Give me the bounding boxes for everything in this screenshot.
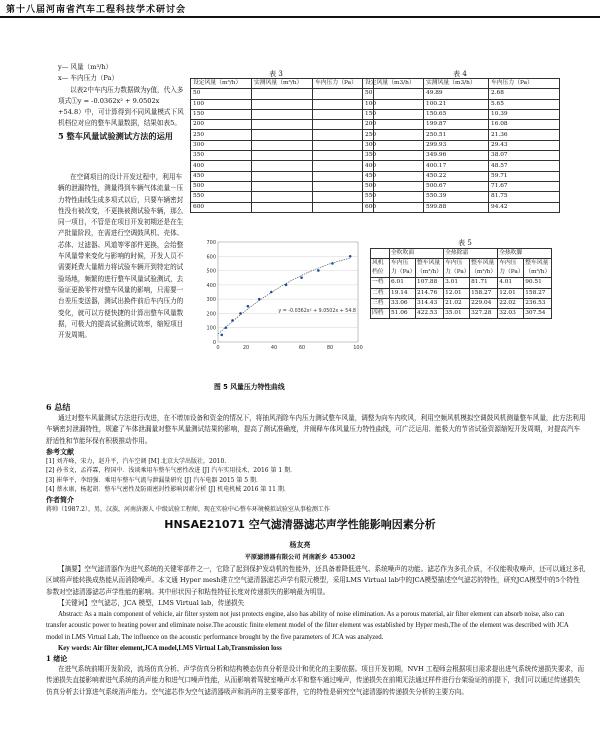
table-cell: 49.89 xyxy=(424,89,489,99)
table-cell: 21.02 xyxy=(444,298,470,308)
table-cell xyxy=(252,109,313,119)
table-cell: 150.65 xyxy=(424,109,489,119)
table5-header-row xyxy=(371,259,552,278)
table5-caption: 表 5 xyxy=(458,239,472,247)
data-point xyxy=(258,298,261,301)
data-point xyxy=(349,255,352,258)
reference-item: [3] 崔华平，李绍强．乘用车整车气流与泄漏量研究 [J] 汽车电器 2015 第 5 期． xyxy=(46,476,263,484)
y-tick-label: 600 xyxy=(206,254,216,261)
table-cell: 29.43 xyxy=(489,140,560,150)
fit-curve xyxy=(218,258,350,334)
table-row xyxy=(363,130,560,140)
table-row xyxy=(371,298,552,308)
table-row xyxy=(363,181,560,191)
var-y-def: y— 风量（m³/h） xyxy=(58,63,113,71)
table-row xyxy=(191,140,374,150)
table-cell: 158.27 xyxy=(470,288,498,298)
table-row xyxy=(363,151,560,161)
table-cell xyxy=(252,181,313,191)
table-cell: 81.75 xyxy=(489,192,560,202)
article2-title: HNSAE21071 空气滤清器滤芯声学性能影响因素分析 xyxy=(164,518,436,531)
table-cell: 214.76 xyxy=(416,288,444,298)
table-cell: 二档 xyxy=(371,288,390,298)
table4 xyxy=(362,78,560,213)
table-cell: 81.71 xyxy=(470,278,498,288)
table-cell: 100.21 xyxy=(424,99,489,109)
table-cell: 500 xyxy=(191,181,252,191)
table-row xyxy=(191,89,374,99)
table-row xyxy=(363,161,560,171)
table-cell: 600 xyxy=(191,202,252,212)
table5-header: 风机档位 xyxy=(371,259,390,278)
table3-header: 设定风量（m³/h） xyxy=(191,79,252,89)
table-cell: 500.67 xyxy=(424,181,489,191)
journal-header: 第十八届河南省汽车工程科技学术研讨会 xyxy=(6,5,187,15)
table-cell: 50 xyxy=(363,89,424,99)
table5-header: 车内压力（Pa） xyxy=(444,259,470,278)
table-cell: 51.06 xyxy=(390,309,416,319)
table-cell: 32.03 xyxy=(498,309,524,319)
table-cell: 199.87 xyxy=(424,120,489,130)
table5-group-row xyxy=(371,249,552,259)
table-cell: 500 xyxy=(363,181,424,191)
left-column xyxy=(58,62,184,143)
calc-paragraph: 以表2中车内压力数据做为y值，代入多项式①y = -0.0362x² + 9.0502x +54.8）中，可计算得到不同风量模式下风机档位对应的整车风量数据，结果如表5。 xyxy=(58,85,184,128)
var-x-def: x— 车内压力（Pa） xyxy=(58,74,119,83)
lower-body xyxy=(46,402,586,514)
table3-header: 车内压力（Pa） xyxy=(313,79,374,89)
table-cell: 33.06 xyxy=(390,298,416,308)
table5-header: 整车风量（m³/h） xyxy=(524,259,552,278)
table-row xyxy=(191,161,374,171)
table-cell: 327.28 xyxy=(470,309,498,319)
table-cell: 350 xyxy=(363,151,424,161)
table5-header: 整车风量（m³/h） xyxy=(470,259,498,278)
table-cell: 314.43 xyxy=(416,298,444,308)
table3-caption: 表 3 xyxy=(269,70,283,78)
table-row xyxy=(363,171,560,181)
references-title: 参考文献 xyxy=(46,446,74,456)
fit-equation: y = -0.0362x² + 9.0502x + 54.8 xyxy=(278,309,356,314)
table-cell: 550.39 xyxy=(424,192,489,202)
table-cell: 400 xyxy=(363,161,424,171)
table-cell: 35.01 xyxy=(444,309,470,319)
table-cell: 48.57 xyxy=(489,161,560,171)
data-point xyxy=(225,326,228,329)
reference-item: [4] 蔡永康，杨起胡．整车气密性及防雨密封性影响因素分析 [J] 机电机械 2016 第 11 期． xyxy=(46,486,290,494)
y-tick-label: 700 xyxy=(206,240,216,246)
table-row xyxy=(191,192,374,202)
table-cell: 四档 xyxy=(371,309,390,319)
table-cell xyxy=(252,192,313,202)
table4-header: 设定风量（m3/h） xyxy=(363,79,424,89)
table4-header-row xyxy=(363,79,560,89)
table-cell: 2.68 xyxy=(489,89,560,99)
y-tick-label: 300 xyxy=(206,297,216,304)
table-cell: 250 xyxy=(191,130,252,140)
intro-title: 1 绪论 xyxy=(46,654,68,663)
table4-header: 实测风量（m3/h） xyxy=(424,79,489,89)
table-cell: 71.67 xyxy=(489,181,560,191)
reference-item: [1] 刘卉峰，宋力，赵升平，汽车空调 [M] 北京大学出版社，2010. xyxy=(46,457,227,465)
data-point xyxy=(239,312,242,315)
table-row xyxy=(363,192,560,202)
table-cell: 250 xyxy=(363,130,424,140)
table-cell: 450 xyxy=(363,171,424,181)
pressure-flow-chart xyxy=(196,236,366,356)
table-cell: 38.07 xyxy=(489,151,560,161)
x-tick-label: 100 xyxy=(353,345,363,351)
table-cell: 200 xyxy=(191,120,252,130)
table4-header: 车内压力（Pa） xyxy=(489,79,560,89)
table-cell: 12.01 xyxy=(498,288,524,298)
abstract-en: Abstract: As a main component of vehicle, air filter system not just protects engine, also has ability of noise elimination. As a porous material, air filter element can absorb noise, also can transfer acoustic power to heating power and eliminate noise.The acoustic finite element model of the filter element was established by Hyper mesh,The of the element was described with JCA model in LMS Virtual Lab, The influence on the acoustic performance brought by the five parameters of JCA was analyzed. xyxy=(46,611,569,641)
figure5-caption: 图 5 风量压力特性曲线 xyxy=(214,383,285,391)
section5-text-col xyxy=(58,172,184,400)
table4-caption: 表 4 xyxy=(453,70,467,78)
x-tick-label: 60 xyxy=(298,345,306,351)
table-cell: 22.02 xyxy=(498,298,524,308)
article2-affiliation: 平原滤清器有限公司 河南新乡 453002 xyxy=(244,554,356,561)
table-cell: 100 xyxy=(363,99,424,109)
table-cell xyxy=(252,171,313,181)
y-tick-label: 0 xyxy=(212,340,216,346)
author-intro-title: 作者简介 xyxy=(46,494,74,504)
y-tick-label: 400 xyxy=(206,282,216,289)
section6-title: 6 总结 xyxy=(46,402,71,412)
table-cell: 300 xyxy=(363,140,424,150)
header-rule xyxy=(0,16,600,18)
data-point xyxy=(220,334,223,337)
table-row xyxy=(363,109,560,119)
keywords-en: Key words: Air filter element,JCA model,LMS Virtual Lab,Transmission loss xyxy=(58,644,282,652)
table-row xyxy=(191,99,374,109)
plot-frame xyxy=(218,242,358,342)
data-point xyxy=(331,262,334,265)
table-cell xyxy=(252,161,313,171)
table-cell: 250.51 xyxy=(424,130,489,140)
table-cell: 12.01 xyxy=(444,288,470,298)
table-cell: 349.96 xyxy=(424,151,489,161)
table-cell: 200 xyxy=(363,120,424,130)
table-cell: 307.54 xyxy=(524,309,552,319)
table-row xyxy=(191,120,374,130)
chart-container xyxy=(196,236,366,356)
section5-title: 5 整车风量试验测试方法的运用 xyxy=(58,130,173,141)
table-row xyxy=(363,120,560,130)
data-point xyxy=(270,291,273,294)
table-cell: 50 xyxy=(191,89,252,99)
table-cell: 6.01 xyxy=(390,278,416,288)
table-cell: 5.65 xyxy=(489,99,560,109)
table-row xyxy=(363,99,560,109)
data-point xyxy=(300,276,303,279)
data-point xyxy=(317,269,320,272)
table-row xyxy=(363,202,560,212)
table-row xyxy=(191,171,374,181)
table-cell xyxy=(252,99,313,109)
table-row xyxy=(363,89,560,99)
table-cell: 550 xyxy=(191,192,252,202)
table-cell: 4.01 xyxy=(498,278,524,288)
x-tick-label: 40 xyxy=(270,345,278,351)
table5-group: 全吹吹面 xyxy=(390,249,444,259)
x-tick-label: 0 xyxy=(216,345,220,351)
table-row xyxy=(371,309,552,319)
table-cell xyxy=(371,249,390,259)
table-row xyxy=(191,109,374,119)
table-cell: 107.88 xyxy=(416,278,444,288)
table-cell: 94.42 xyxy=(489,202,560,212)
table3-header: 实测风量（m³/h） xyxy=(252,79,313,89)
table-cell: 100 xyxy=(191,99,252,109)
data-point xyxy=(231,319,234,322)
table-cell: 229.04 xyxy=(470,298,498,308)
data-point xyxy=(247,305,250,308)
table-cell xyxy=(252,140,313,150)
table-cell: 16.08 xyxy=(489,120,560,130)
table-cell: 550 xyxy=(363,192,424,202)
y-tick-label: 200 xyxy=(206,311,216,318)
table-cell xyxy=(252,89,313,99)
section5-text: 在空调项目的设计开发过程中，利用车辆的泄漏特性，测量得到车辆气体流量－压力特性曲线生成多项式以后，只要车辆密封性没有被改变，不更换被测试验车辆，那么同一项目，不管是在项目开发初期还是在生产批量阶段，在需进行空调鼓风机、壳体、芯体、过滤器、风道等零部件更换，会给整车风量带来变化与影响的时候，开发人员不需要耗费大量精力将试验车辆开到特定的试验场地，频繁的进行整车风量试验测试，去验证更换零件对整车风量的影响，只需要一台差压变送器，测试出换件前后车内压力的变化，就可以方便快捷的计算出整车风量数据，可极大的提高试验测试效率，缩短项目开发周期。 xyxy=(58,173,184,340)
table-cell: 400 xyxy=(191,161,252,171)
table-cell: 三档 xyxy=(371,298,390,308)
table-cell: 400.17 xyxy=(424,161,489,171)
table-cell: 300 xyxy=(191,140,252,150)
table5-group: 全热除霜 xyxy=(444,249,498,259)
article2-body xyxy=(46,564,586,698)
x-tick-label: 20 xyxy=(242,345,250,351)
article2-author: 杨友亮 xyxy=(289,540,311,549)
table-cell: 422.53 xyxy=(416,309,444,319)
table5 xyxy=(370,248,552,319)
table-row xyxy=(191,130,374,140)
table-cell: 150 xyxy=(363,109,424,119)
table5-header: 车内压力（Pa） xyxy=(498,259,524,278)
table5-group: 全热吹脚 xyxy=(498,249,552,259)
table-cell xyxy=(252,120,313,130)
intro-text: 在进气系统前期开发阶段，流场仿真分析、声学仿真分析和结构模态仿真分析是设计和优化的主要依据。项目开发初期，NVH 工程师会根据项目需求提出进气系统传递损失要求，而传递损失直接影响着进气系统的消声能力和进气口噪声性能，从而影响着驾驶室噪声水平和整车通过噪声，传递损失在前期无法通过样件进行台架验证的前提下，我们可以通过传递损失仿真分析去计算进气系统消声能力。空气滤芯作为空气滤清器吸声和消声的主要零部件，它的特性是研究空气滤清器的传递损失分析的主要方向。 xyxy=(46,665,585,696)
table-cell: 3.01 xyxy=(444,278,470,288)
y-tick-label: 500 xyxy=(206,268,216,275)
table-cell: 599.88 xyxy=(424,202,489,212)
data-point xyxy=(285,284,288,287)
table-cell xyxy=(252,151,313,161)
table-cell xyxy=(252,130,313,140)
reference-item: [2] 孙书文，孟祥霖，程国中．浅谈乘用车整车气密性改进 [J] 汽车实用技术，2016 第 1 期． xyxy=(46,467,297,475)
table-row xyxy=(371,288,552,298)
table-cell: 236.53 xyxy=(524,298,552,308)
table-cell xyxy=(252,202,313,212)
table-cell: 10.39 xyxy=(489,109,560,119)
keywords-cn: 【关键词】空气滤芯，JCA 模型，LMS Virtual lab，传递损失 xyxy=(58,598,245,607)
x-tick-label: 80 xyxy=(326,345,334,351)
table5-header: 整车风量（m³/h） xyxy=(416,259,444,278)
table-cell: 21.36 xyxy=(489,130,560,140)
table-row xyxy=(191,151,374,161)
table5-header: 车内压力（Pa） xyxy=(390,259,416,278)
table-cell: 450 xyxy=(191,171,252,181)
table-cell: 600 xyxy=(363,202,424,212)
table-cell: 一档 xyxy=(371,278,390,288)
table-row xyxy=(363,140,560,150)
table-cell: 158.27 xyxy=(524,288,552,298)
table-cell: 299.93 xyxy=(424,140,489,150)
table-row xyxy=(191,181,374,191)
table-row xyxy=(371,278,552,288)
author-intro-text: 蒋帅（1987.2），男，汉族，河南济源人 中级试验工程师，现在实验中心整车环境模拟试验室从事检测工作 xyxy=(46,505,330,513)
section6-text: 通过对整车风量测试方法进行改进，在不增加设备和资金的情况下，将抽风消除车内压力测试整车风量，调整为向车内吹风，利用空频风机模拟空调鼓风机测量整车风量，此方法利用车辆密封泄漏特性，规避了车体泄漏量对整车风量测试结果的影响，提高了测试准确度，并阐释车体风量压力特性曲线，可广泛运用、能极大的节省试验资源缩短开发周期，对提高汽车舒适性和节能环保有积极推动作用。 xyxy=(46,414,586,445)
table3 xyxy=(190,78,374,213)
table-cell: 19.14 xyxy=(390,288,416,298)
abstract-cn: 【摘要】空气滤清器作为进气系统的关键零部件之一，它除了起到保护发动机的性能外，还具备着降低进气、系统噪声的功能。滤芯作为多孔介质，不仅能吸收噪声，还可以通过多孔区域将声能转换成热能从而消除噪声。本文通 Hyper mesh建立空气滤清器滤芯声学有限元模型，采用LMS Virtual lab中的JCA模型描述空气滤芯的特性，研究JCA模型中的5个特性参数对空滤清器滤芯声学性能的影响。其中形状因子和粘性特征长度对传递损失的影响最为明显。 xyxy=(46,565,586,596)
table-cell: 350 xyxy=(191,151,252,161)
table-cell: 450.22 xyxy=(424,171,489,181)
table3-header-row xyxy=(191,79,374,89)
table-cell: 150 xyxy=(191,109,252,119)
table-cell: 59.71 xyxy=(489,171,560,181)
table-cell: 90.51 xyxy=(524,278,552,288)
y-tick-label: 100 xyxy=(206,325,216,332)
table-row xyxy=(191,202,374,212)
